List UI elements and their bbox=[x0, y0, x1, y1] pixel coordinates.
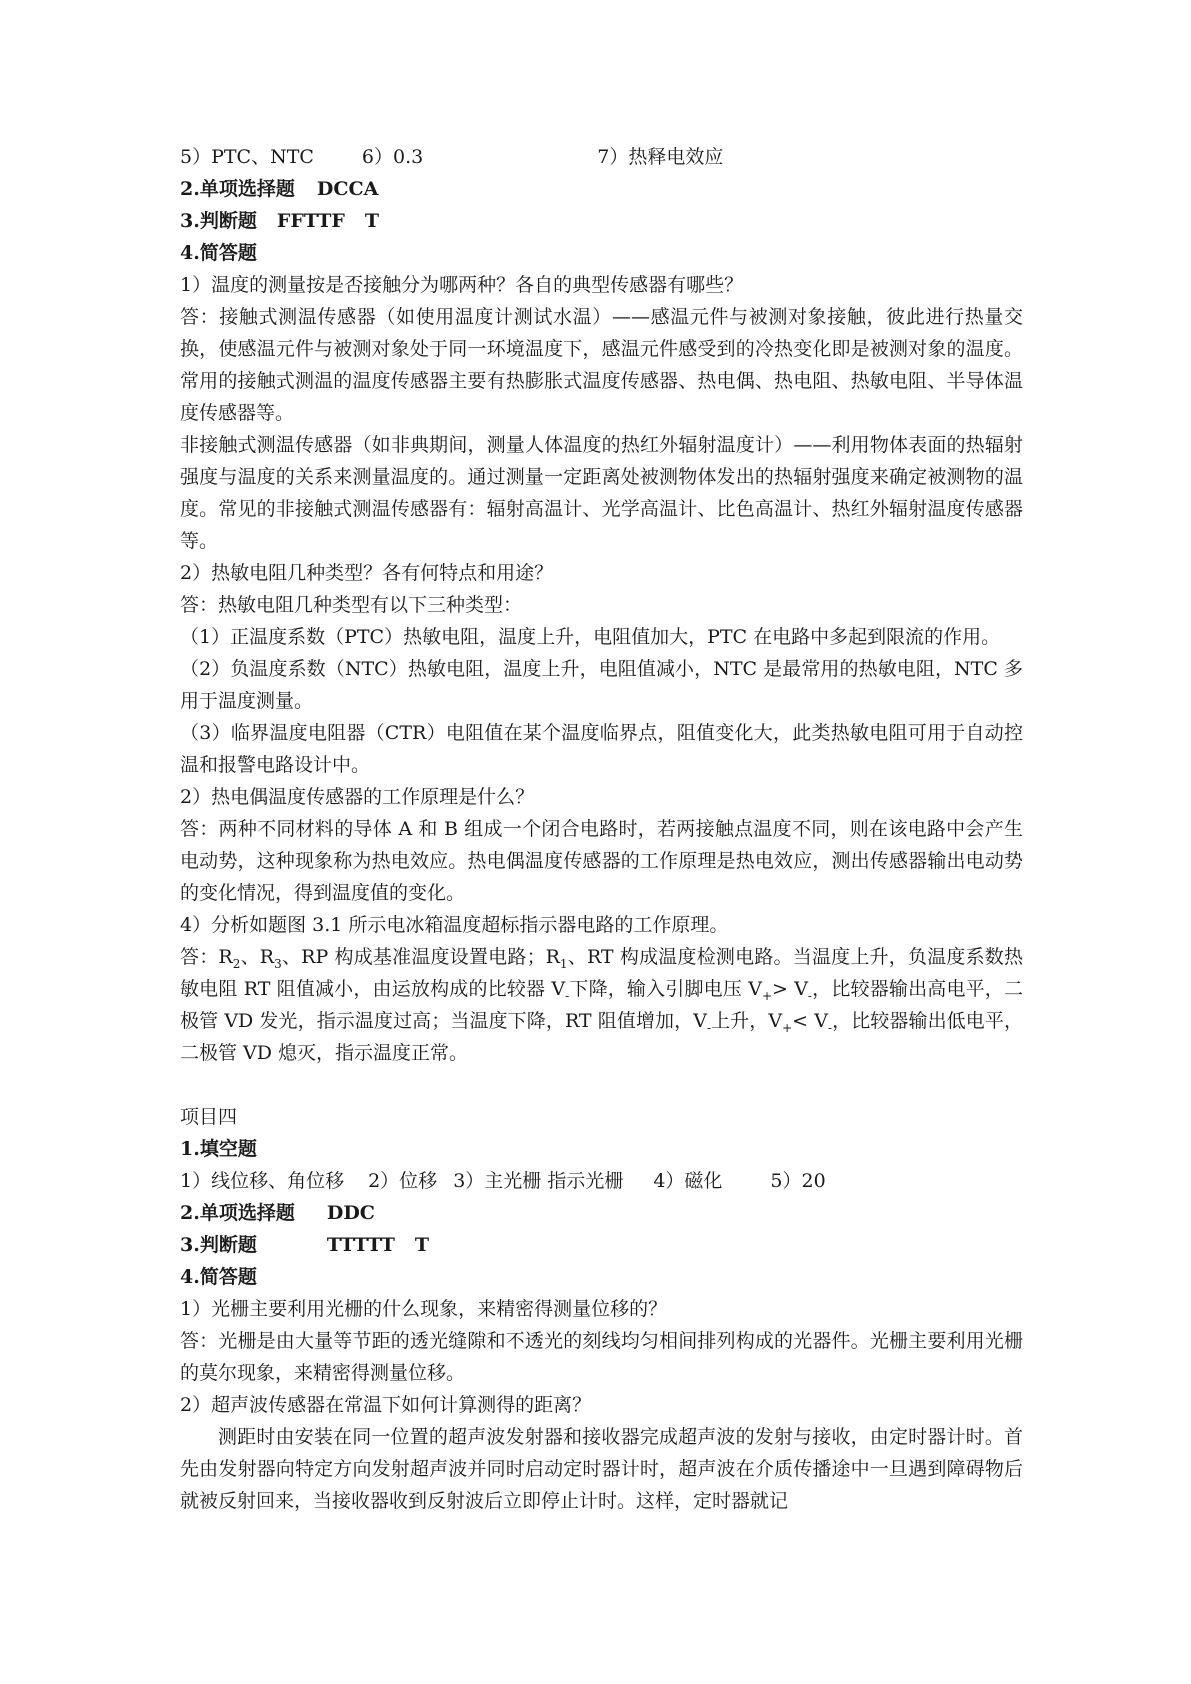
answer-4: 答：$R_2$、$R_3$、RP 构成基准温度设置电路；$R_1$、RT 构成温度检测电路。当温度上升，负温度系数热敏电阻 RT 阻值减小，由运放构成的比较器 $V_-$下降，输入引脚电压 $V_+> V_-$，比较器输出高电平，二极管 VD 发光，指示温度过高；当温度下降，RT 阻值增加，$V_-$上升，$V_+< V_-$，比较器输出低电平，二极管 VD 熄灭，指示温度正常。 bbox=[180, 946, 1024, 1064]
answer-2-ntc: （2）负温度系数（NTC）热敏电阻，温度上升，电阻值减小，NTC 是最常用的热敏电阻，NTC 多用于温度测量。 bbox=[180, 658, 1023, 712]
judge-answer-2: TTTTT bbox=[326, 1234, 395, 1256]
fill-answer-5b: 5）20 bbox=[770, 1170, 826, 1192]
answer-2-ptc: （1）正温度系数（PTC）热敏电阻，温度上升，电阻值加大，PTC 在电路中多起到限流的作用。 bbox=[180, 626, 1001, 648]
question-p4-1: 1）光栅主要利用光栅的什么现象，来精密得测量位移的？ bbox=[180, 1298, 668, 1320]
choice-label-2: 2.单项选择题 bbox=[180, 1202, 295, 1224]
section-gap bbox=[180, 1069, 1023, 1101]
choice-answers bbox=[180, 173, 1023, 205]
question-4: 4）分析如题图 3.1 所示电冰箱温度超标指示器电路的工作原理。 bbox=[180, 914, 729, 936]
fill-heading: 1.填空题 bbox=[180, 1138, 257, 1160]
answer-p4-2: 测距时由安装在同一位置的超声波发射器和接收器完成超声波的发射与接收，由定时器计时。首先由发射器向特定方向发射超声波并同时启动定时器计时，超声波在介质传播途中一旦遇到障碍物后就被反射回来，当接收器收到反射波后立即停止计时。这样，定时器就记 bbox=[180, 1426, 1023, 1512]
section-title: 项目四 bbox=[180, 1106, 238, 1128]
fill-answers-row bbox=[180, 141, 1023, 173]
answer-1-noncontact: 非接触式测温传感器（如非典期间，测量人体温度的热红外辐射温度计）——利用物体表面的热辐射强度与温度的关系来测量温度的。通过测量一定距离处被测物体发出的热辐射强度来确定被测物的温度。常见的非接触式测温传感器有：辐射高温计、光学高温计、比色高温计、热红外辐射温度传感器等。 bbox=[180, 434, 1023, 552]
question-3: 2）热电偶温度传感器的工作原理是什么？ bbox=[180, 786, 535, 808]
judge-answers-2 bbox=[180, 1229, 1023, 1261]
judge-extra-2: T bbox=[414, 1234, 429, 1256]
choice-answers-2 bbox=[180, 1197, 1023, 1229]
answer-2-intro: 答：热敏电阻几种类型有以下三种类型： bbox=[180, 594, 523, 616]
fill-answers-row-2 bbox=[180, 1165, 1023, 1197]
answer-3: 答：两种不同材料的导体 A 和 B 组成一个闭合电路时，若两接触点温度不同，则在该电路中会产生电动势，这种现象称为热电效应。热电偶温度传感器的工作原理是热电效应，测出传感器输出电动势的变化情况，得到温度值的变化。 bbox=[180, 818, 1023, 904]
choice-answer: DCCA bbox=[316, 178, 379, 200]
fill-answer-2: 2）位移 bbox=[368, 1170, 438, 1192]
judge-extra: T bbox=[364, 210, 380, 232]
question-p4-2: 2）超声波传感器在常温下如何计算测得的距离？ bbox=[180, 1394, 592, 1416]
fill-answer-1: 1）线位移、角位移 bbox=[180, 1170, 345, 1192]
choice-answer-2: DDC bbox=[326, 1202, 375, 1224]
short-answer-heading-2: 4.简答题 bbox=[180, 1266, 257, 1288]
answer-2-ctr: （3）临界温度电阻器（CTR）电阻值在某个温度临界点，阻值变化大，此类热敏电阻可用于自动控温和报警电路设计中。 bbox=[180, 722, 1023, 776]
choice-label: 2.单项选择题 bbox=[180, 178, 295, 200]
fill-answer-6: 6）0.3 bbox=[361, 146, 424, 168]
fill-answer-3: 3）主光栅 指示光栅 bbox=[453, 1170, 624, 1192]
short-answer-heading: 4.简答题 bbox=[180, 242, 257, 264]
answer-1-contact: 答：接触式测温传感器（如使用温度计测试水温）——感温元件与被测对象接触，彼此进行热量交换，使感温元件与被测对象处于同一环境温度下，感温元件感受到的冷热变化即是被测对象的温度。常用的接触式测温的温度传感器主要有热膨胀式温度传感器、热电偶、热电阻、热敏电阻、半导体温度传感器等。 bbox=[180, 306, 1023, 424]
judge-label-2: 3.判断题 bbox=[180, 1234, 257, 1256]
fill-answer-7: 7）热释电效应 bbox=[597, 146, 724, 168]
fill-answer-4: 4）磁化 bbox=[653, 1170, 723, 1192]
judge-answer: FFTTF bbox=[276, 210, 345, 232]
answer-p4-1: 答：光栅是由大量等节距的透光缝隙和不透光的刻线均匀相间排列构成的光器件。光栅主要利用光栅的莫尔现象，来精密得测量位移。 bbox=[180, 1330, 1023, 1384]
judge-answers bbox=[180, 205, 1023, 237]
fill-answer-5: 5）PTC、NTC bbox=[180, 146, 314, 168]
question-2: 2）热敏电阻几种类型？各有何特点和用途？ bbox=[180, 562, 554, 584]
document-page bbox=[180, 141, 1023, 1517]
question-1: 1）温度的测量按是否接触分为哪两种？各自的典型传感器有哪些？ bbox=[180, 274, 744, 296]
judge-label: 3.判断题 bbox=[180, 210, 257, 232]
